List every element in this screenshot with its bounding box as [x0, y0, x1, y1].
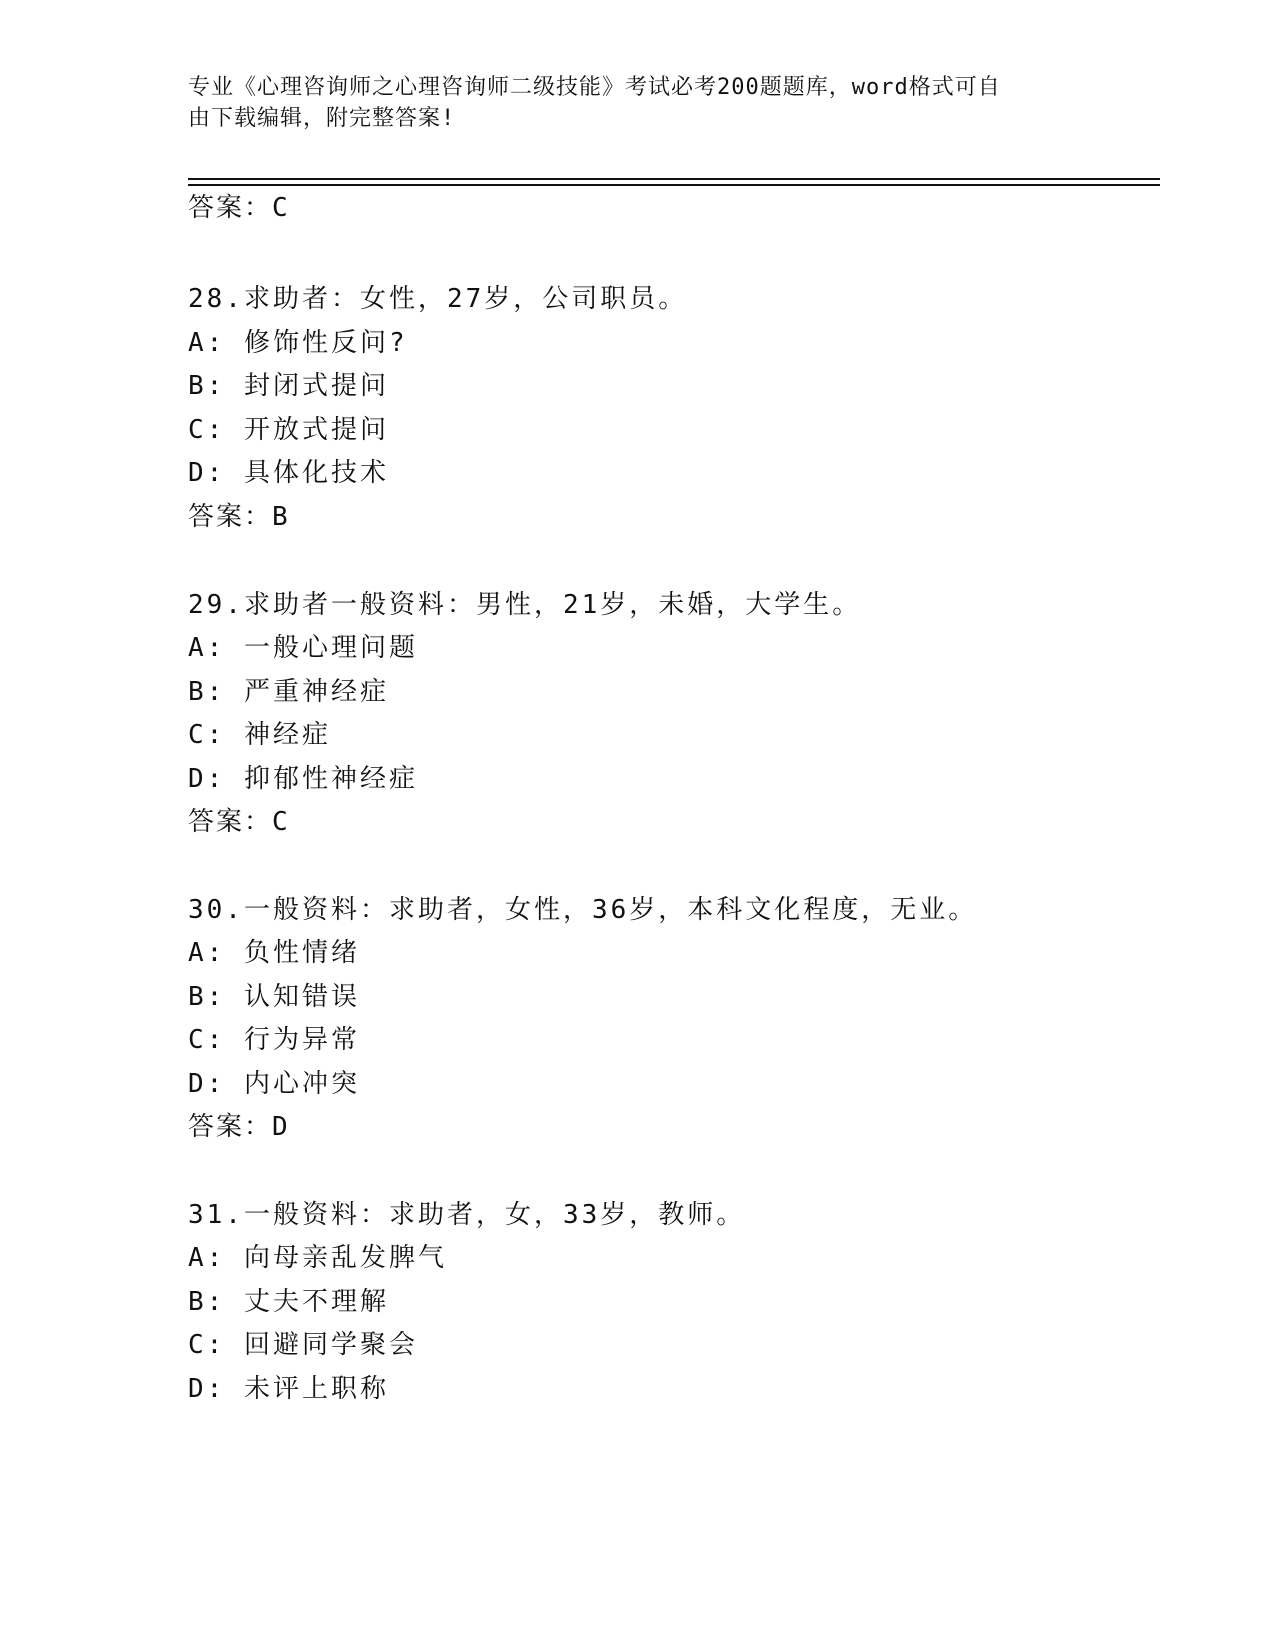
answer-value: C: [272, 193, 290, 223]
question-28-option-c: C: 开放式提问: [188, 415, 389, 445]
question-30-option-b: B: 认知错误: [188, 982, 360, 1012]
question-31-option-d: D: 未评上职称: [188, 1374, 389, 1404]
question-30-option-d: D: 内心冲突: [188, 1069, 360, 1099]
answer-line-28: [188, 502, 290, 532]
answer-line-29: [188, 807, 290, 837]
question-28-option-a: A: 修饰性反问?: [188, 328, 408, 358]
answer-label: 答案：: [188, 807, 273, 837]
question-30-option-c: C: 行为异常: [188, 1025, 360, 1055]
question-29-stem: 29.求助者一般资料：男性，21岁，未婚，大学生。: [188, 590, 862, 620]
question-31-option-b: B: 丈夫不理解: [188, 1287, 389, 1317]
answer-value: B: [272, 502, 290, 532]
answer-line-27: [188, 193, 290, 223]
answer-label: 答案：: [188, 1112, 273, 1142]
answer-line-30: [188, 1112, 290, 1142]
question-28-stem: 28.求助者：女性，27岁，公司职员。: [188, 284, 688, 314]
header-line-1: 专业《心理咨询师之心理咨询师二级技能》考试必考200题题库，word格式可自: [188, 75, 1001, 100]
question-28-option-b: B: 封闭式提问: [188, 371, 389, 401]
answer-value: D: [272, 1112, 290, 1142]
question-29-option-b: B: 严重神经症: [188, 677, 389, 707]
document-header: [188, 72, 1088, 134]
header-rule-bottom: [188, 184, 1160, 186]
question-30-option-a: A: 负性情绪: [188, 938, 360, 968]
header-rule-top: [188, 178, 1160, 180]
question-30-stem: 30.一般资料：求助者，女性，36岁，本科文化程度，无业。: [188, 895, 978, 925]
question-31-stem: 31.一般资料：求助者，女，33岁，教师。: [188, 1200, 746, 1230]
answer-value: C: [272, 807, 290, 837]
answer-label: 答案：: [188, 502, 273, 532]
question-31-option-c: C: 回避同学聚会: [188, 1330, 418, 1360]
question-29-option-d: D: 抑郁性神经症: [188, 764, 418, 794]
header-line-2: 由下载编辑，附完整答案!: [188, 106, 456, 131]
answer-label: 答案：: [188, 193, 273, 223]
question-29-option-c: C: 神经症: [188, 720, 331, 750]
question-28-option-d: D: 具体化技术: [188, 458, 389, 488]
question-31-option-a: A: 向母亲乱发脾气: [188, 1243, 447, 1273]
question-29-option-a: A: 一般心理问题: [188, 633, 418, 663]
